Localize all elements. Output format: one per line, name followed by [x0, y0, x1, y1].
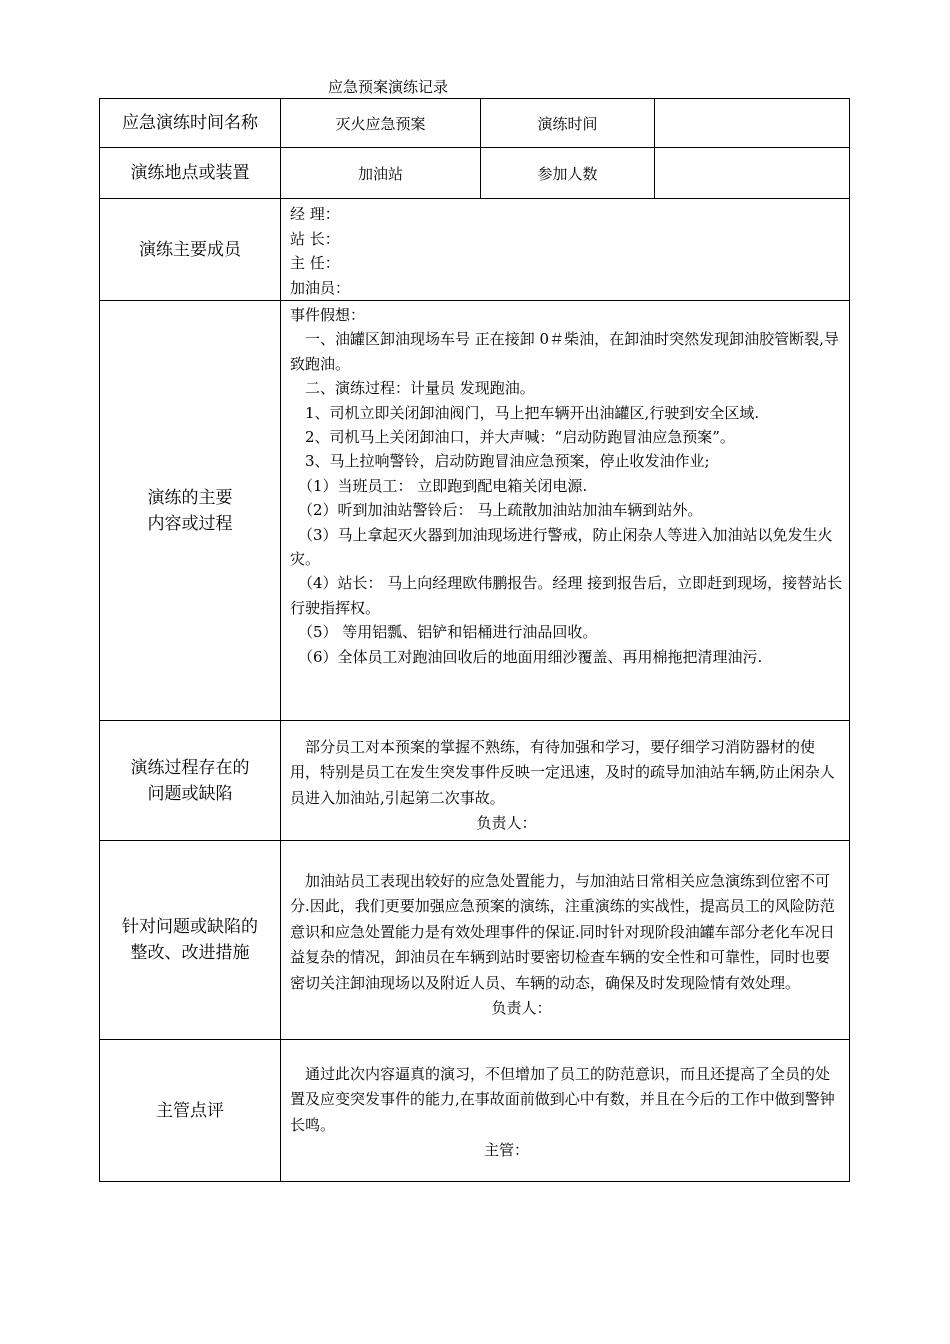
- problems-label: [100, 721, 281, 841]
- member-line-manager: 经 理：: [290, 205, 340, 223]
- drill-place-value: 加油站: [281, 148, 481, 199]
- table-row: [100, 301, 850, 721]
- problems-label-line1: 演练过程存在的: [130, 757, 250, 778]
- document-title: 应急预案演练记录: [328, 78, 449, 96]
- participant-count-label: 参加人数: [481, 148, 655, 199]
- drill-place-label: 演练地点或装置: [100, 148, 281, 199]
- review-content: [281, 1040, 850, 1182]
- member-line-station-head: 站 长：: [290, 229, 340, 248]
- review-signer: 主管：: [483, 1141, 529, 1159]
- problems-signer: 负责人：: [476, 814, 537, 832]
- table-row: [100, 1040, 850, 1182]
- process-label: [100, 301, 281, 721]
- table-row: [100, 148, 850, 199]
- problems-label-line2: 问题或缺陷: [147, 783, 233, 804]
- measures-content: [281, 841, 850, 1040]
- measures-text: 加油站员工表现出较好的应急处置能力，与加油站日常相关应急演练到位密不可分.因此，我们更要加强应急预案的演练，注重演练的实战性，提高员工的风险防范意识和应急处置能力是有效处理事件的保证.同时针对现阶段油罐车部分老化车况日益复杂的情况，卸油员在车辆到站时要密切检查车辆的安全性和可靠性，同时也要密切关注卸油现场以及附近人员、车辆的动态，确保及时发现险情有效处理。: [290, 871, 835, 992]
- table-row: [100, 721, 850, 841]
- process-line: （2）听到加油站警铃后： 马上疏散加油站加油车辆到站外。: [298, 501, 703, 520]
- process-line: （5） 等用铝瓢、铝铲和铝桶进行油品回收。: [298, 623, 598, 642]
- measures-label-line1: 针对问题或缺陷的: [122, 917, 258, 937]
- process-line: 一、油罐区卸油现场车号 正在接卸 0＃柴油，在卸油时突然发现卸油胶管断裂,导致跑油。: [290, 330, 839, 373]
- process-content: [281, 301, 850, 721]
- measures-label: [100, 841, 281, 1040]
- drill-name-label: 应急演练时间名称: [100, 99, 281, 148]
- table-row: [100, 199, 850, 301]
- measures-label-line2: 整改、改进措施: [130, 943, 250, 963]
- process-line: （4）站长： 马上向经理欧伟鹏报告。经理 接到报告后，立即赶到现场，接替站长 行驶指挥权。: [290, 574, 843, 617]
- members-list: [281, 199, 850, 301]
- process-label-line2: 内容或过程: [147, 513, 233, 534]
- table-row: [100, 99, 850, 148]
- problems-text: 部分员工对本预案的掌握不熟练，有待加强和学习，要仔细学习消防器材的使用，特别是员工在发生突发事件反映一定迅速，及时的疏导加油站车辆,防止闲杂人员进入加油站,引起第二次事故。: [290, 737, 835, 807]
- review-label: 主管点评: [100, 1040, 281, 1182]
- process-line: （6）全体员工对跑油回收后的地面用细沙覆盖、再用棉拖把清理油污.: [298, 647, 763, 666]
- member-line-attendant: 加油员：: [290, 278, 351, 297]
- review-text: 通过此次内容逼真的演习，不但增加了员工的防范意识，而且还提高了全员的处置及应变突发事件的能力,在事故面前做到心中有数，并且在今后的工作中做到警钟长鸣。: [290, 1064, 835, 1134]
- process-label-line1: 演练的主要: [147, 487, 233, 508]
- process-line: （1）当班员工： 立即跑到配电箱关闭电源.: [298, 476, 588, 495]
- members-label: 演练主要成员: [100, 199, 281, 301]
- problems-content: [281, 721, 850, 841]
- drill-time-label: 演练时间: [481, 99, 655, 148]
- process-line: 3、马上拉响警铃，启动防跑冒油应急预案，停止收发油作业;: [305, 452, 710, 471]
- member-line-supervisor: 主 任：: [290, 254, 340, 272]
- drill-time-value: [655, 99, 850, 148]
- process-line: （3）马上拿起灭火器到加油现场进行警戒，防止闲杂人等进入加油站以免发生火灾。: [290, 525, 833, 569]
- drill-name-value: 灭火应急预案: [281, 99, 481, 148]
- process-line: 二、演练过程：计量员 发现跑油。: [305, 379, 535, 398]
- table-row: [100, 841, 850, 1040]
- participant-count-value: [655, 148, 850, 199]
- process-line: 2、司机马上关闭卸油口，并大声喊：“启动防跑冒油应急预案”。: [305, 428, 735, 447]
- drill-record-table: [99, 98, 850, 1182]
- process-line: 1、司机立即关闭卸油阀门，马上把车辆开出油罐区,行驶到安全区域.: [305, 403, 760, 422]
- measures-signer: 负责人：: [491, 999, 552, 1017]
- process-line: 事件假想：: [290, 306, 366, 324]
